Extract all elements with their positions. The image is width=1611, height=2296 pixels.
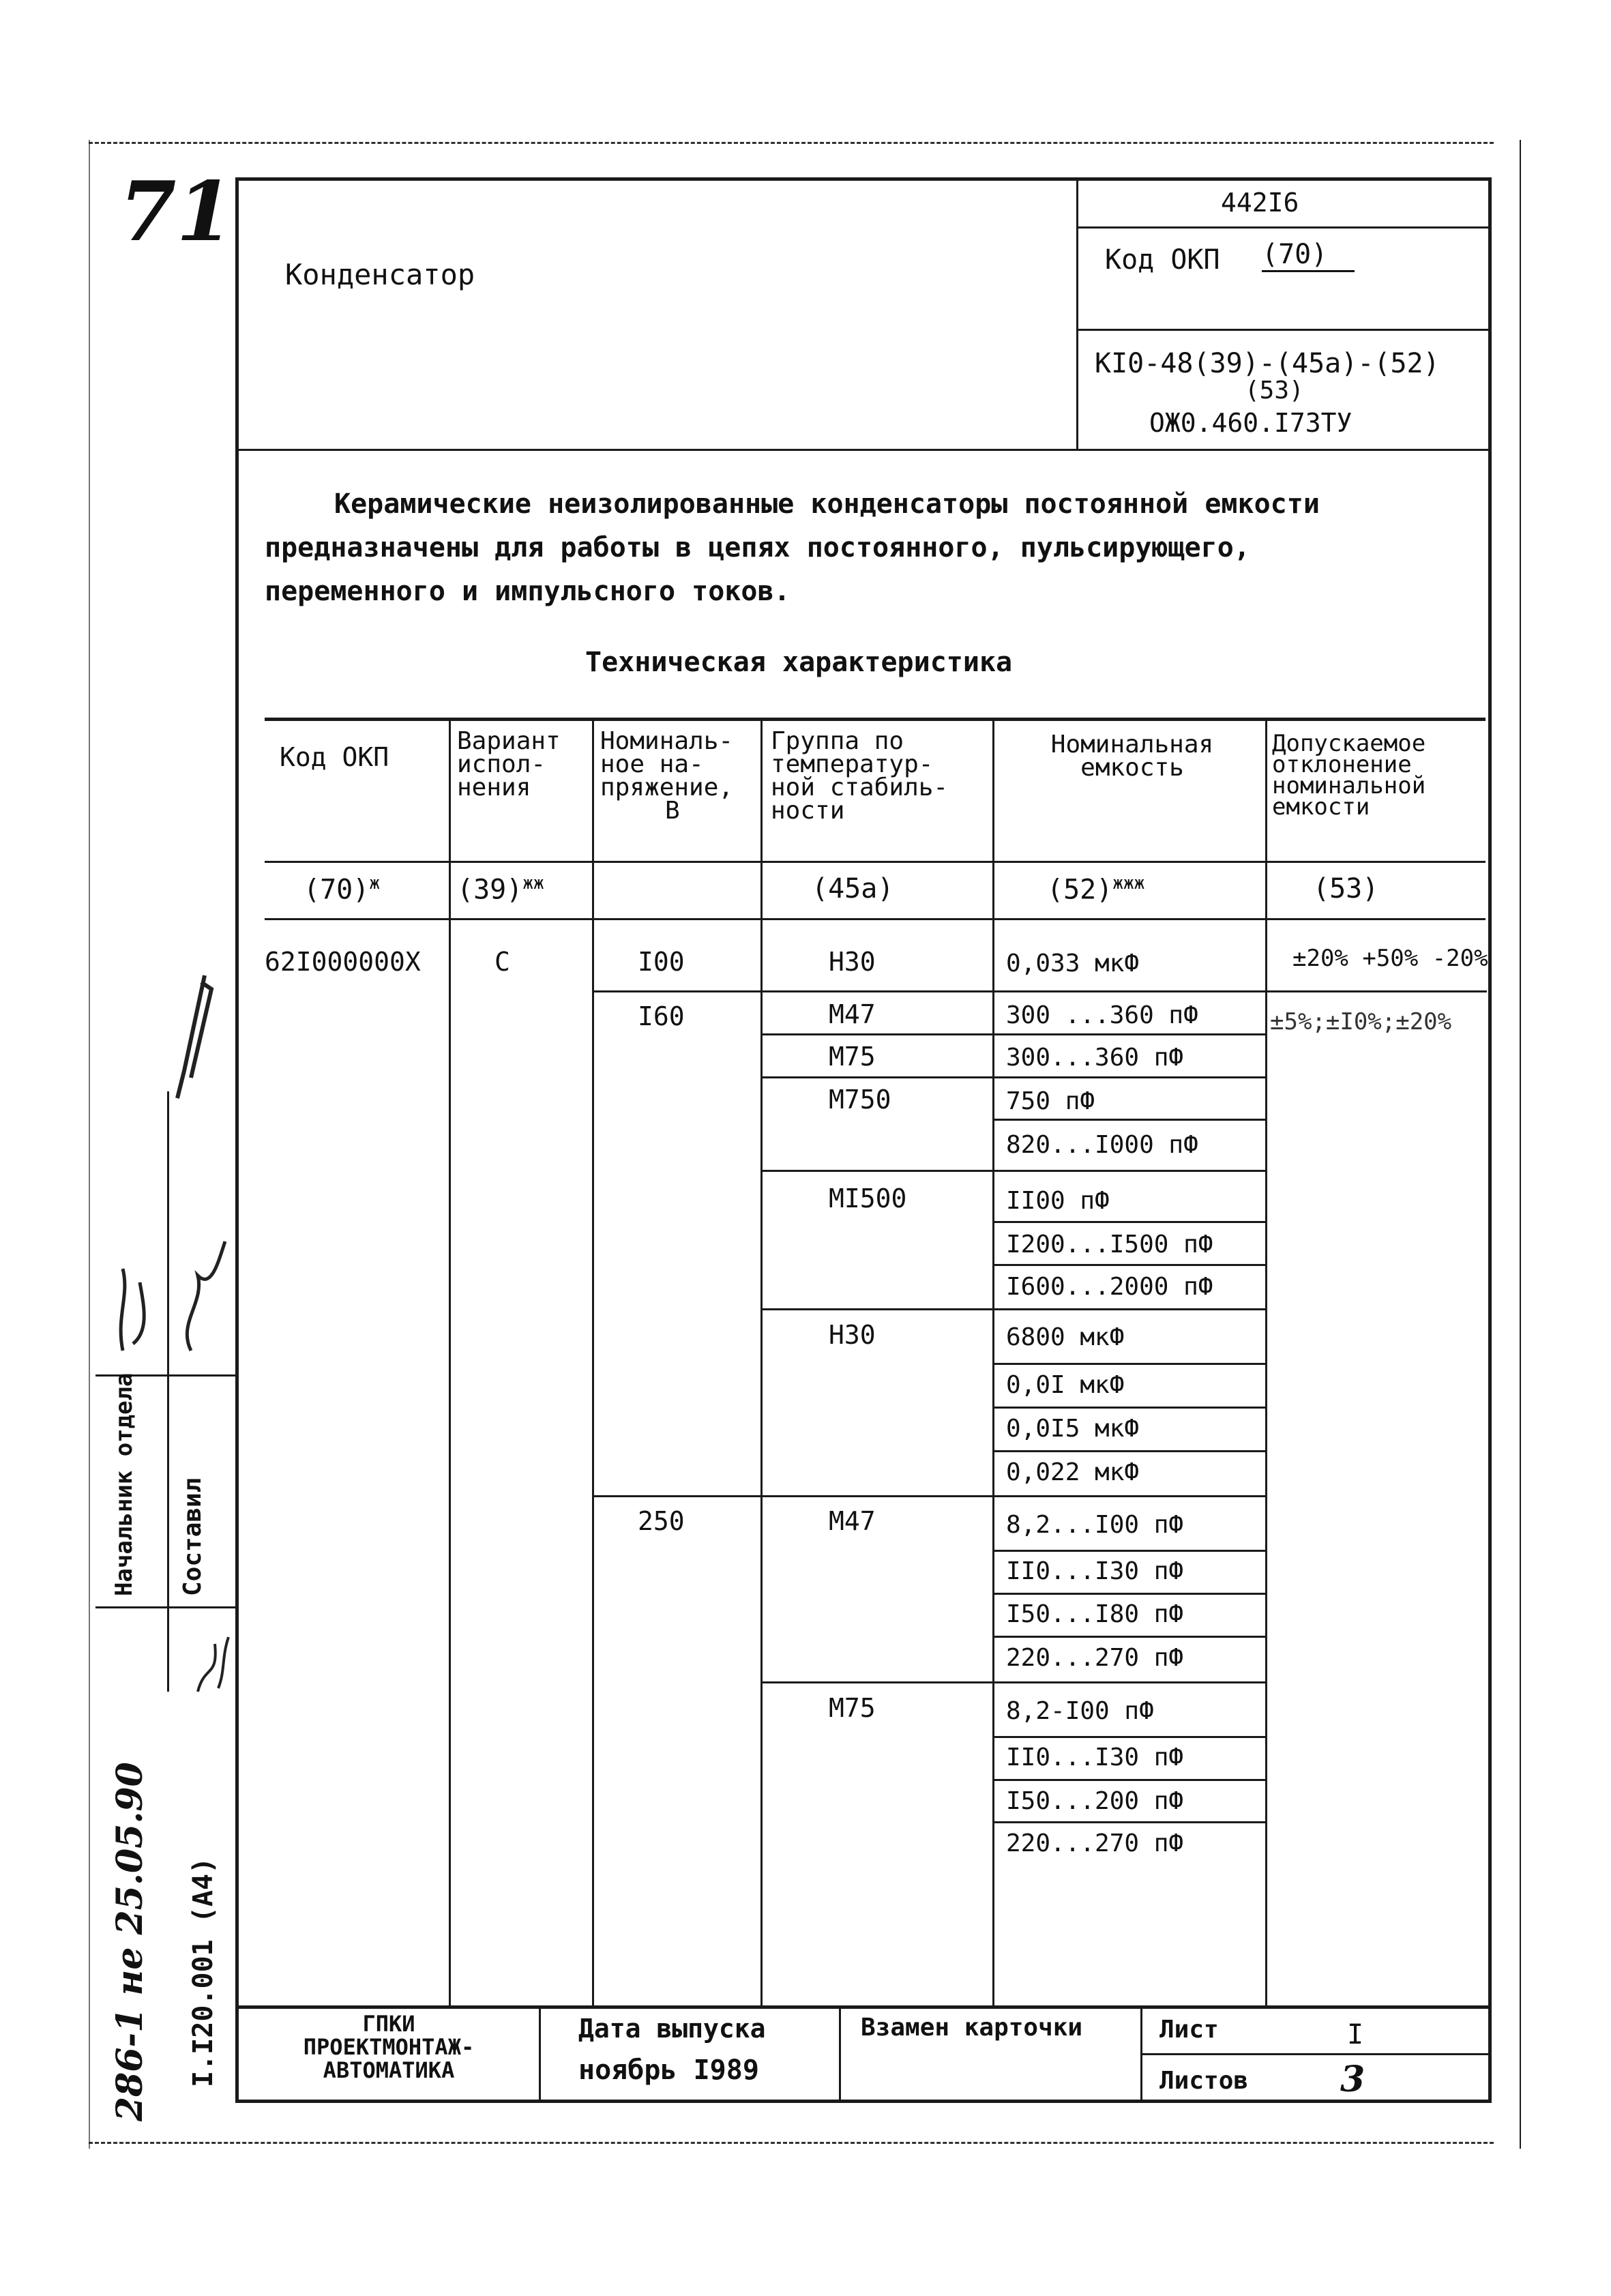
code-group: (45а)	[812, 873, 894, 904]
header-capacity-l1: Номинальная	[1050, 731, 1214, 759]
capacity-separator	[992, 1636, 1265, 1638]
capacity-cell: II00 пФ	[1006, 1187, 1110, 1215]
header-group-l3: ной стабиль-	[771, 774, 949, 801]
capacity-cell: II0...I30 пФ	[1006, 1743, 1184, 1771]
code-capacity	[1047, 873, 1144, 905]
group-cell: Н30	[829, 1320, 876, 1350]
designation-line2: (53)	[1245, 377, 1304, 404]
group-cell: Н30	[829, 947, 876, 977]
capacity-separator	[992, 1593, 1265, 1595]
footer-sheet-line	[1140, 2053, 1490, 2055]
code-okp-text: (70)	[304, 874, 370, 906]
date-value: ноябрь I989	[578, 2055, 759, 2086]
code-capacity-text: (52)	[1047, 874, 1113, 906]
pen-stroke	[164, 969, 225, 1105]
capacity-cell: 300 ...360 пФ	[1006, 1001, 1198, 1029]
tolerance-separator	[1265, 990, 1487, 992]
org-name-l2: ПРОЕКТМОНТАЖ-	[303, 2034, 475, 2060]
header-variant-l3: нения	[457, 774, 531, 801]
table-codes-line	[265, 918, 1486, 920]
header-group-l4: ности	[771, 797, 845, 825]
section-title: Техническая характеристика	[585, 647, 1013, 678]
capacity-cell: I50...200 пФ	[1006, 1787, 1184, 1815]
header-tolerance-l3: номинальной	[1272, 772, 1426, 799]
header-okp: Код ОКП	[280, 742, 389, 772]
spec-number: ОЖ0.460.I73ТУ	[1149, 408, 1353, 438]
doc-number: 286-1 не 25.05.90	[109, 1762, 151, 2121]
header-tolerance	[1272, 730, 1426, 821]
trim-line-right	[1520, 140, 1521, 2149]
header-bottom-line	[235, 449, 1490, 451]
replace-label: Взамен карточки	[861, 2014, 1083, 2042]
trim-line-top	[89, 142, 1494, 144]
tolerance-cell: ±20% +50% -20%	[1292, 945, 1488, 972]
group-cell: М75	[829, 1693, 876, 1723]
capacity-separator	[992, 1550, 1265, 1552]
group-separator	[760, 1076, 994, 1078]
group-separator	[760, 1033, 994, 1035]
table-header-line	[265, 861, 1486, 863]
format-code: I.I20.001 (А4)	[188, 1857, 219, 2087]
header-voltage	[600, 727, 734, 825]
header-group-l1: Группа по	[771, 727, 904, 755]
sheets-label: Листов	[1159, 2067, 1249, 2095]
header-tolerance-l1: Допускаемое	[1272, 730, 1426, 757]
header-tolerance-l2: отклонение	[1272, 751, 1412, 778]
page-number: 71	[119, 164, 233, 260]
product-code: 442I6	[1221, 188, 1299, 218]
col-divider-1	[449, 718, 451, 2007]
small-signature	[191, 1623, 232, 1698]
trim-line-left	[89, 140, 90, 2149]
col-divider-2	[592, 718, 594, 2007]
frame-bottom	[235, 2100, 1492, 2103]
header-variant-l1: Вариант	[457, 727, 561, 755]
capacity-cell: 220...270 пФ	[1006, 1644, 1184, 1672]
org-name	[259, 2012, 518, 2082]
capacity-cell: 0,033 мкФ	[1006, 950, 1140, 977]
stamp-divider	[167, 1091, 169, 1692]
designation-line1: КI0-48(39)-(45а)-(52)	[1095, 348, 1440, 379]
capacity-separator	[992, 1308, 1265, 1310]
header-capacity	[1023, 733, 1241, 780]
header-variant-l2: испол-	[457, 750, 546, 778]
compiled-label: Составил	[179, 1477, 207, 1596]
group-cell: М47	[829, 999, 876, 1029]
product-title: Конденсатор	[285, 258, 475, 291]
voltage-cell: 250	[638, 1506, 685, 1536]
header-variant	[457, 727, 561, 801]
okp-value: (70)	[1262, 239, 1355, 272]
capacity-cell: 6800 мкФ	[1006, 1323, 1125, 1351]
capacity-cell: 0,022 мкФ	[1006, 1458, 1140, 1486]
frame-top	[235, 177, 1492, 181]
code-variant-mark: жж	[522, 873, 544, 894]
header-group	[771, 727, 949, 825]
capacity-cell: I200...I500 пФ	[1006, 1231, 1213, 1259]
description-line1: Керамические неизолированные конденсаторы постоянной емкости	[334, 488, 1320, 520]
group-cell: МI500	[829, 1183, 907, 1213]
capacity-separator	[992, 1119, 1265, 1121]
group-cell: М750	[829, 1085, 891, 1115]
group-cell: М75	[829, 1042, 876, 1072]
capacity-separator	[992, 1221, 1265, 1223]
voltage-separator	[592, 990, 1265, 992]
footer-divider-1	[539, 2005, 541, 2102]
capacity-separator	[992, 1821, 1265, 1823]
capacity-separator	[992, 1033, 1265, 1035]
capacity-cell: 750 пФ	[1006, 1087, 1095, 1115]
code-variant-text: (39)	[457, 874, 523, 906]
capacity-separator	[992, 1363, 1265, 1365]
capacity-cell: 300...360 пФ	[1006, 1044, 1184, 1072]
header-capacity-l2: емкость	[1080, 754, 1184, 782]
code-capacity-mark: жжж	[1112, 873, 1145, 894]
frame-left	[235, 177, 239, 2102]
header-okp-line	[1076, 329, 1490, 331]
footer-top-line	[235, 2005, 1490, 2009]
sheets-value: 3	[1340, 2059, 1365, 2100]
description-line3: переменного и импульсного токов.	[265, 576, 790, 607]
header-code-line	[1076, 226, 1490, 229]
header-voltage-l3: пряжение,	[600, 774, 734, 801]
voltage-cell: I00	[638, 947, 685, 977]
variant-value-cell: С	[494, 947, 510, 977]
header-voltage-l1: Номиналь-	[600, 727, 734, 755]
signature-marks	[102, 1214, 239, 1364]
org-name-l3: АВТОМАТИКА	[323, 2057, 455, 2083]
capacity-separator	[992, 1407, 1265, 1409]
capacity-separator	[992, 1495, 1265, 1497]
footer-divider-2	[839, 2005, 841, 2102]
code-okp-mark: ж	[369, 873, 380, 894]
capacity-cell: I50...I80 пФ	[1006, 1600, 1184, 1628]
voltage-cell: I60	[638, 1001, 685, 1031]
code-tolerance: (53)	[1313, 873, 1379, 904]
group-cell: М47	[829, 1506, 876, 1536]
stamp-line	[95, 1606, 235, 1608]
group-separator	[760, 1308, 994, 1310]
voltage-separator	[592, 1495, 994, 1497]
capacity-separator	[992, 1170, 1265, 1172]
org-name-l1: ГПКИ	[362, 2011, 415, 2037]
capacity-cell: 8,2...I00 пФ	[1006, 1511, 1184, 1539]
sheet-label: Лист	[1159, 2016, 1219, 2044]
group-separator	[760, 1170, 994, 1172]
capacity-separator	[992, 1681, 1265, 1683]
capacity-cell: 0,0I5 мкФ	[1006, 1415, 1140, 1443]
col-divider-4	[992, 718, 994, 2007]
group-separator	[760, 1681, 994, 1683]
trim-line-bottom	[89, 2142, 1494, 2144]
capacity-separator	[992, 1450, 1265, 1452]
header-divider	[1076, 177, 1078, 450]
col-divider-5	[1265, 718, 1267, 2007]
capacity-cell: 820...I000 пФ	[1006, 1131, 1198, 1159]
capacity-cell: 220...270 пФ	[1006, 1829, 1184, 1857]
sheet-value: I	[1347, 2019, 1364, 2050]
code-variant	[457, 873, 544, 905]
date-label: Дата выпуска	[578, 2014, 766, 2044]
capacity-separator	[992, 1264, 1265, 1266]
head-dept-label: Начальник отдела	[110, 1372, 138, 1596]
description-line2: предназначены для работы в цепях постоянного, пульсирующего,	[265, 532, 1250, 563]
capacity-separator	[992, 1076, 1265, 1078]
table-top	[265, 718, 1486, 721]
capacity-cell: 8,2-I00 пФ	[1006, 1697, 1154, 1725]
header-tolerance-l4: емкости	[1272, 793, 1370, 821]
header-voltage-l4: В	[665, 797, 680, 825]
capacity-cell: II0...I30 пФ	[1006, 1557, 1184, 1585]
code-okp	[304, 873, 380, 905]
header-voltage-l2: ное на-	[600, 750, 704, 778]
okp-label: Код ОКП	[1105, 244, 1220, 276]
capacity-separator	[992, 1736, 1265, 1738]
frame-right	[1488, 177, 1492, 2102]
col-divider-3	[760, 718, 763, 2007]
capacity-cell: I600...2000 пФ	[1006, 1273, 1213, 1301]
capacity-cell: 0,0I мкФ	[1006, 1371, 1125, 1399]
okp-value-cell: 62I000000X	[265, 947, 421, 977]
tolerance-cell: ±5%;±I0%;±20%	[1270, 1008, 1452, 1035]
header-group-l2: температур-	[771, 750, 934, 778]
capacity-separator	[992, 1779, 1265, 1781]
